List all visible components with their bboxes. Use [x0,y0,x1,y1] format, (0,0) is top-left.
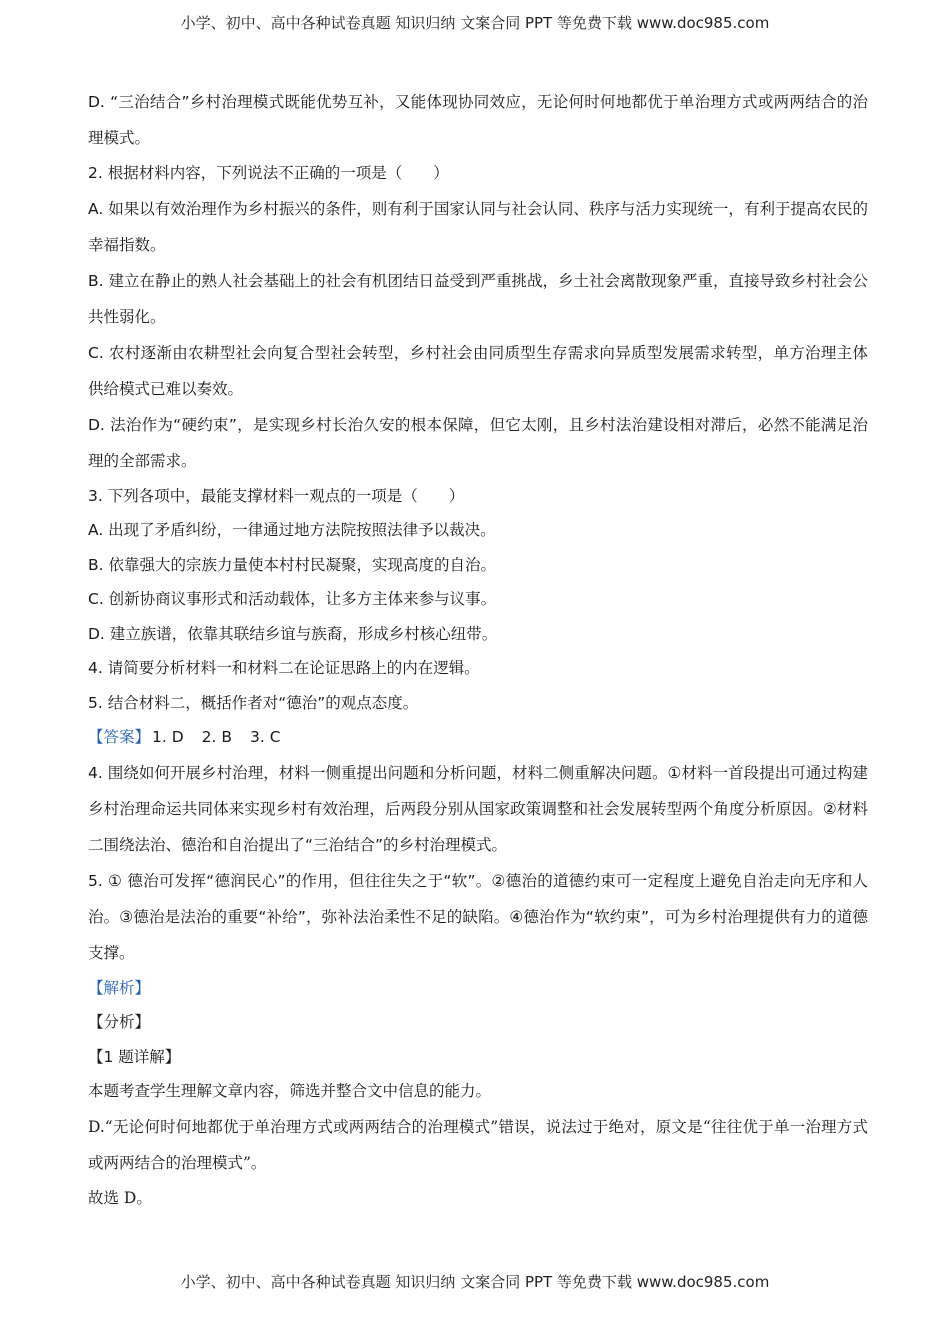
q4-stem: 4. 请简要分析材料一和材料二在论证思路上的内在逻辑。 [88,659,480,677]
q3-option-b: B. 依靠强大的宗族力量使本村村民凝聚，实现高度的自治。 [88,555,496,574]
document-body [88,84,868,1215]
q3-stem: 3. 下列各项中，最能支撑材料一观点的一项是（ ） [88,486,465,505]
q2-option-a: A. 如果以有效治理作为乡村振兴的条件，则有利于国家认同与社会认同、秩序与活力实现统一，有利于提高农民的幸福指数。 [88,199,868,254]
analysis-tag: 【解析】 [88,978,151,997]
answer-tag: 【答案】 [88,728,151,746]
q2-stem: 2. 根据材料内容，下列说法不正确的一项是（ ） [88,164,449,182]
q1-option-d: D. “三治结合”乡村治理模式既能优势互补，又能体现协同效应，无论何时何地都优于单治理方式或两两结合的治理模式。 [88,93,868,147]
q5-stem: 5. 结合材料二，概括作者对“德治”的观点态度。 [88,693,419,712]
answer-1: 1. D [152,728,184,746]
answer-line [88,720,868,755]
answer-2: 2. B [201,728,233,746]
q2-option-c: C. 农村逐渐由农耕型社会向复合型社会转型，乡村社会由同质型生存需求向异质型发展需求转型，单方治理主体供给模式已难以奏效。 [88,343,868,398]
page-header: 小学、初中、高中各种试卷真题 知识归纳 文案合同 PPT 等免费下载 www.doc985.com [180,14,770,32]
detail-heading: 【1 题详解】 [88,1047,181,1066]
page-footer: 小学、初中、高中各种试卷真题 知识归纳 文案合同 PPT 等免费下载 www.doc985.com [180,1273,770,1291]
q3-option-a: A. 出现了矛盾纠纷，一律通过地方法院按照法律予以裁决。 [88,521,496,539]
analysis-subheading: 【分析】 [88,1013,151,1031]
analysis-conclusion: 故选 D。 [88,1188,152,1207]
answer-5: 5. ① 德治可发挥“德润民心”的作用，但往往失之于“软”。②德治的道德约束可一定程度上避免自治走向无序和人治。③德治是法治的重要“补给”，弥补法治柔性不足的缺陷。④德治作为“软约束”，可为乡村治理提供有力的道德支撑。 [88,871,868,962]
answer-3: 3. C [250,728,281,746]
q3-option-d: D. 建立族谱，依靠其联结乡谊与族裔，形成乡村核心纽带。 [88,624,498,643]
q3-option-c: C. 创新协商议事形式和活动载体，让多方主体来参与议事。 [88,590,497,608]
q2-option-d: D. 法治作为“硬约束”，是实现乡村长治久安的根本保障，但它太刚，且乡村法治建设相对滞后，必然不能满足治理的全部需求。 [88,415,868,470]
analysis-explanation: D.“无论何时何地都优于单治理方式或两两结合的治理模式”错误，说法过于绝对，原文是“往往优于单一治理方式或两两结合的治理模式”。 [88,1117,868,1172]
answer-4: 4. 围绕如何开展乡村治理，材料一侧重提出问题和分析问题，材料二侧重解决问题。①材料一首段提出可通过构建乡村治理命运共同体来实现乡村有效治理，后两段分别从国家政策调整和社会发展转型两个角度分析原因。②材料二围绕法治、德治和自治提出了“三治结合”的乡村治理模式。 [88,763,868,854]
q2-option-b: B. 建立在静止的熟人社会基础上的社会有机团结日益受到严重挑战，乡土社会离散现象严重，直接导致乡村社会公共性弱化。 [88,271,868,326]
analysis-intro: 本题考查学生理解文章内容，筛选并整合文中信息的能力。 [88,1082,492,1100]
